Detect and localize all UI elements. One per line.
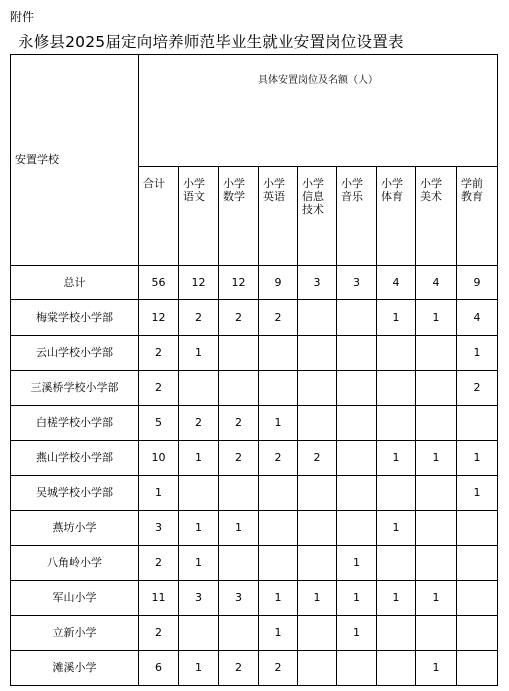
count-cell: 2 [219,406,259,441]
count-cell: 2 [259,651,298,686]
count-cell [337,406,377,441]
count-cell [377,476,416,511]
count-cell: 4 [377,266,416,300]
column-header-line2: 美术 [420,190,442,204]
table-row [11,300,498,336]
count-cell: 1 [416,581,457,616]
column-header-3 [259,167,298,266]
count-cell [298,546,337,581]
count-cell: 3 [139,511,179,546]
column-header-line1: 小学 [381,177,403,190]
count-cell: 4 [457,300,498,336]
count-cell: 1 [337,546,377,581]
count-cell [337,336,377,371]
table-row [11,336,498,371]
column-header-line1: 学前 [461,177,483,190]
column-header-line2: 音乐 [341,190,363,204]
count-cell: 56 [139,266,179,300]
count-cell: 1 [259,406,298,441]
count-cell: 3 [298,266,337,300]
count-cell [457,581,498,616]
table-row [11,616,498,651]
count-cell: 1 [337,581,377,616]
table-row [11,511,498,546]
count-cell [298,651,337,686]
count-cell: 2 [219,300,259,336]
count-cell: 1 [457,441,498,476]
count-cell: 1 [259,581,298,616]
count-cell: 1 [377,511,416,546]
count-cell [219,476,259,511]
count-cell: 2 [219,441,259,476]
column-header-line1: 小学 [420,177,442,190]
column-header-line2: 信息 [302,190,324,204]
count-cell [457,511,498,546]
count-cell [337,300,377,336]
count-cell: 1 [416,651,457,686]
table-row [11,476,498,511]
count-cell [179,476,219,511]
column-header-line1: 合计 [143,177,165,190]
document-title: 永修县2025届定向培养师范毕业生就业安置岗位设置表 [18,33,404,51]
column-header-7 [416,167,457,266]
count-cell [179,371,219,406]
count-cell [219,336,259,371]
school-column-header: 安置学校 [11,55,139,266]
school-name-cell: 白槎学校小学部 [11,406,139,441]
count-cell [259,371,298,406]
count-cell: 3 [337,266,377,300]
count-cell: 4 [416,266,457,300]
attachment-label: 附件 [10,10,35,24]
count-cell [377,336,416,371]
count-cell [337,511,377,546]
school-name-cell: 八角岭小学 [11,546,139,581]
count-cell: 6 [139,651,179,686]
count-cell [457,546,498,581]
column-header-line1: 小学 [223,177,245,190]
count-cell: 1 [259,616,298,651]
count-cell: 9 [457,266,498,300]
table-row [11,441,498,476]
count-cell: 1 [179,336,219,371]
count-cell: 2 [139,371,179,406]
count-cell [416,476,457,511]
count-cell: 11 [139,581,179,616]
column-header-4 [298,167,337,266]
count-cell: 2 [179,300,219,336]
count-cell: 2 [139,336,179,371]
count-cell [416,511,457,546]
school-name-cell: 滩溪小学 [11,651,139,686]
school-name-cell: 总计 [11,266,139,300]
count-cell [337,441,377,476]
column-header-line2: 数学 [223,190,245,204]
count-cell: 1 [179,651,219,686]
count-cell [416,371,457,406]
table-row [11,406,498,441]
count-cell [259,546,298,581]
count-cell: 1 [377,581,416,616]
column-header-line3: 技术 [302,203,324,217]
column-header-6 [377,167,416,266]
school-name-cell: 云山学校小学部 [11,336,139,371]
count-cell [416,616,457,651]
count-cell: 2 [298,441,337,476]
count-cell: 12 [219,266,259,300]
count-cell [219,616,259,651]
count-cell [298,371,337,406]
count-cell: 1 [416,441,457,476]
count-cell: 5 [139,406,179,441]
count-cell: 1 [298,581,337,616]
column-header-line2: 教育 [461,190,483,204]
column-header-line1: 小学 [263,177,285,190]
count-cell [377,651,416,686]
column-header-line1: 小学 [341,177,363,190]
count-cell [416,336,457,371]
count-cell [298,511,337,546]
count-cell: 9 [259,266,298,300]
header-row-top [11,55,498,167]
count-cell [298,336,337,371]
table-row [11,546,498,581]
count-cell: 2 [139,546,179,581]
school-name-cell: 三溪桥学校小学部 [11,371,139,406]
count-cell: 1 [457,476,498,511]
school-name-cell: 吴城学校小学部 [11,476,139,511]
count-cell: 12 [179,266,219,300]
count-cell: 1 [416,300,457,336]
count-cell [259,336,298,371]
table-row [11,266,498,300]
table-row [11,651,498,686]
count-cell: 1 [457,336,498,371]
count-cell: 1 [377,300,416,336]
count-cell [259,476,298,511]
count-cell [219,371,259,406]
count-cell [377,406,416,441]
count-cell [457,406,498,441]
count-cell [259,511,298,546]
school-name-cell: 燕坊小学 [11,511,139,546]
count-cell [416,406,457,441]
count-cell [337,651,377,686]
placement-table [10,54,498,686]
count-cell: 2 [457,371,498,406]
count-cell [416,546,457,581]
count-cell [377,546,416,581]
school-name-cell: 军山小学 [11,581,139,616]
count-cell [298,616,337,651]
table-row [11,581,498,616]
count-cell [179,616,219,651]
count-cell [337,476,377,511]
column-header-line1: 小学 [183,177,205,190]
school-name-cell: 燕山学校小学部 [11,441,139,476]
count-cell [377,616,416,651]
count-cell: 1 [219,511,259,546]
column-header-line2: 语文 [183,190,205,204]
column-header-8 [457,167,498,266]
count-cell [457,651,498,686]
count-cell [457,616,498,651]
count-cell: 1 [179,441,219,476]
column-header-0 [139,167,179,266]
count-cell: 1 [377,441,416,476]
column-header-line2: 体育 [381,190,403,204]
table-row [11,371,498,406]
column-header-5 [337,167,377,266]
count-cell: 2 [259,441,298,476]
count-cell [377,371,416,406]
count-cell [337,371,377,406]
column-header-line1: 小学 [302,177,324,190]
count-cell [298,406,337,441]
count-cell [298,476,337,511]
count-cell: 12 [139,300,179,336]
column-header-2 [219,167,259,266]
count-cell [219,546,259,581]
count-cell: 1 [139,476,179,511]
count-cell: 3 [219,581,259,616]
count-cell: 1 [179,511,219,546]
count-cell: 1 [179,546,219,581]
count-cell: 3 [179,581,219,616]
school-name-cell: 梅棠学校小学部 [11,300,139,336]
positions-span-header: 具体安置岗位及名额（人） [139,55,498,167]
count-cell: 2 [139,616,179,651]
count-cell: 1 [337,616,377,651]
school-name-cell: 立新小学 [11,616,139,651]
count-cell: 2 [219,651,259,686]
count-cell [298,300,337,336]
column-header-line2: 英语 [263,190,285,204]
count-cell: 2 [259,300,298,336]
count-cell: 2 [179,406,219,441]
column-header-1 [179,167,219,266]
count-cell: 10 [139,441,179,476]
